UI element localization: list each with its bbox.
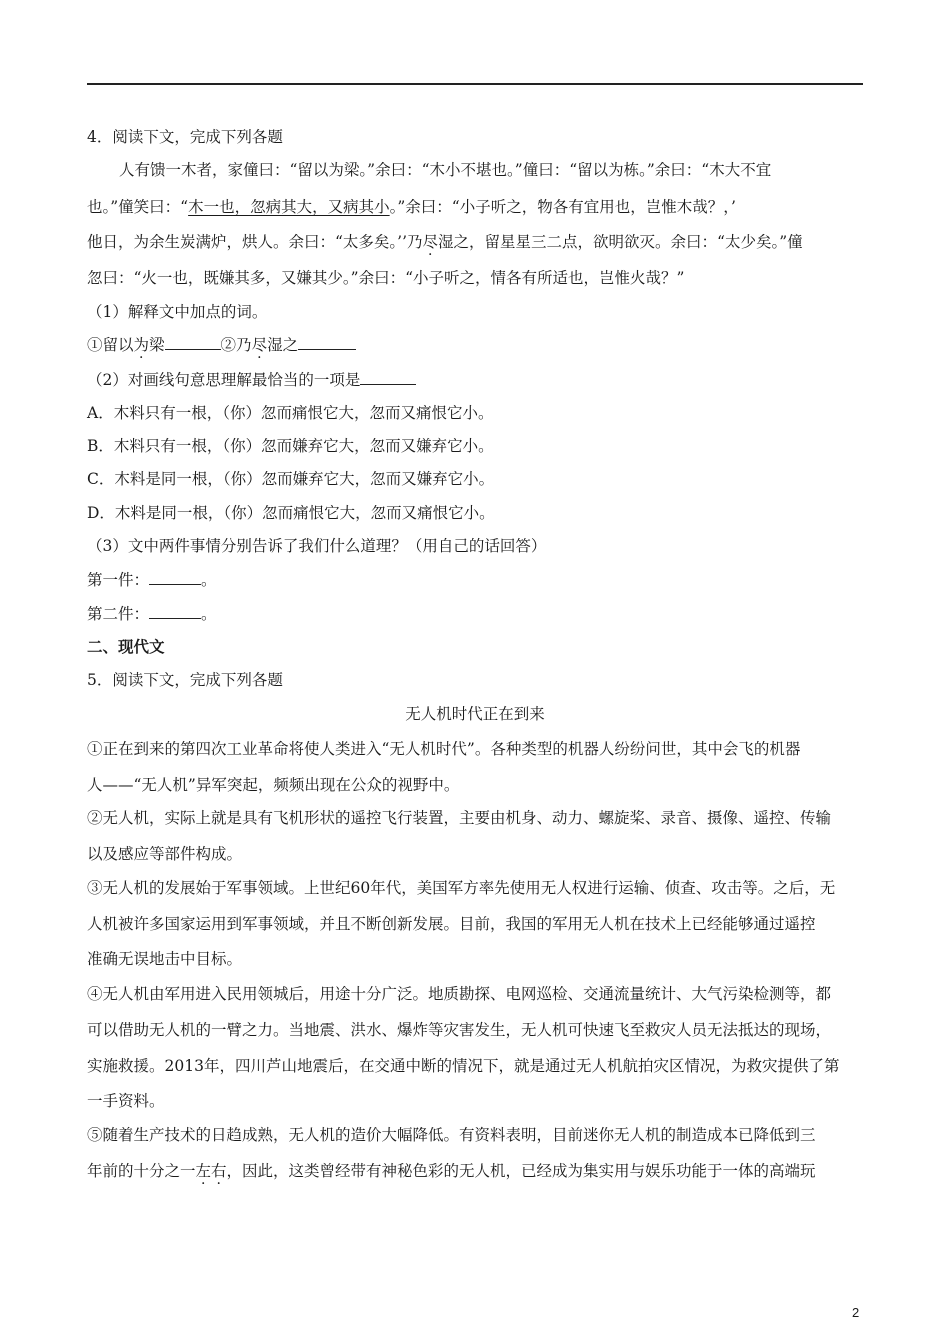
answer-line-second: 第二件： 。	[87, 605, 217, 623]
q4-sub3: （3）文中两件事情分别告诉了我们什么道理？（用自己的话回答）	[87, 537, 547, 555]
article-line-12: ⑤随着生产技术的日趋成熟，无人机的造价大幅降低。有资料表明，目前迷你无人机的制造成本已降低到三	[87, 1126, 816, 1144]
q4-sub1-blanks: ①留以为梁 ②乃尽湿之	[87, 334, 356, 356]
q4-sub1: （1）解释文中加点的词。	[87, 303, 268, 321]
article-line-1: ①正在到来的第四次工业革命将使人类进入“无人机时代”。各种类型的机器人纷纷问世，其中会飞的机器	[87, 740, 801, 758]
article-line-4: 以及感应等部件构成。	[87, 845, 243, 863]
q4-sub2: （2）对画线句意思理解最恰当的一项是	[87, 369, 416, 391]
page-number: 2	[852, 1305, 860, 1320]
answer-blank-5[interactable]	[149, 604, 201, 619]
option-b: B．木料只有一根，（你）忽而嫌弃它大，忽而又嫌弃它小。	[87, 437, 494, 455]
section-heading: 二、现代文	[87, 638, 165, 656]
article-line-10: 实施救援。2013年，四川芦山地震后，在交通中断的情况下，就是通过无人机航拍灾区情况，为救灾提供了第	[87, 1057, 840, 1075]
header-rule	[87, 83, 863, 85]
article-line-8: ④无人机由军用进入民用领城后，用途十分广泛。地质勘探、电网巡检、交通流量统计、大气污染检测等，都	[87, 985, 832, 1003]
q5-heading: 5．阅读下文，完成下列各题	[87, 671, 283, 689]
answer-blank-1[interactable]	[165, 335, 221, 350]
article-line-6: 人机被许多国家运用到军事领域，并且不断创新发展。目前，我国的军用无人机在技术上已经能够通过遥控	[87, 915, 816, 933]
article-line-11: 一手资料。	[87, 1092, 165, 1110]
article-line-13: 年前的十分之一左右，因此，这类曾经带有神秘色彩的无人机，已经成为集实用与娱乐功能于一体的高端玩	[87, 1162, 816, 1180]
article-line-3: ②无人机，实际上就是具有飞机形状的遥控飞行装置，主要由机身、动力、螺旋桨、录音、摄像、遥控、传输	[87, 809, 832, 827]
article-line-5: ③无人机的发展始于军事领域。上世纪60年代，美国军方率先使用无人权进行运输、侦查、攻击等。之后，无	[87, 879, 836, 897]
q4-heading: 4．阅读下文，完成下列各题	[87, 128, 283, 146]
q4-passage-line-2: 也。”僮笑曰：“木一也，忽病其大，又病其小。”余曰：“小子听之，物各有宜用也，岂惟木哉？，’	[87, 198, 736, 216]
option-a: A．木料只有一根，（你）忽而痛恨它大，忽而又痛恨它小。	[87, 404, 494, 422]
answer-blank-2[interactable]	[298, 335, 356, 350]
article-line-2: 人——“无人机”异军突起，频频出现在公众的视野中。	[87, 776, 460, 794]
option-c: C．木料是同一根，（你）忽而嫌弃它大，忽而又嫌弃它小。	[87, 470, 495, 488]
dotted-word: 尽	[422, 233, 439, 251]
option-d: D．木料是同一根，（你）忽而痛恨它大，忽而又痛恨它小。	[87, 504, 495, 522]
article-line-7: 准确无误地击中目标。	[87, 950, 243, 968]
q4-passage-line-3: 他日，为余生炭满炉，烘人。余曰：“太多矣。’’乃尽湿之，留星星三二点，欲明欲灭。余曰：“太少矣。”僮	[87, 233, 803, 251]
answer-line-first: 第一件： 。	[87, 571, 217, 589]
article-title: 无人机时代正在到来	[405, 705, 545, 723]
article-line-9: 可以借助无人机的一臂之力。当地震、洪水、爆炸等灾害发生，无人机可快速飞至救灾人员无法抵达的现场，	[87, 1021, 832, 1039]
answer-blank-3[interactable]	[360, 370, 416, 385]
q4-passage-line-4: 忽曰：“火一也，既嫌其多，又嫌其少。”余曰：“小子听之，情各有所适也，岂惟火哉？”	[87, 269, 685, 287]
answer-blank-4[interactable]	[149, 570, 201, 585]
underlined-sentence: 木一也，忽病其大，又病其小	[188, 198, 390, 216]
q4-passage-line-1: 人有馈一木者，家僮曰：“留以为梁。”余曰：“木小不堪也。”僮曰：“留以为栋。”余曰：“木大不宜	[119, 161, 772, 179]
